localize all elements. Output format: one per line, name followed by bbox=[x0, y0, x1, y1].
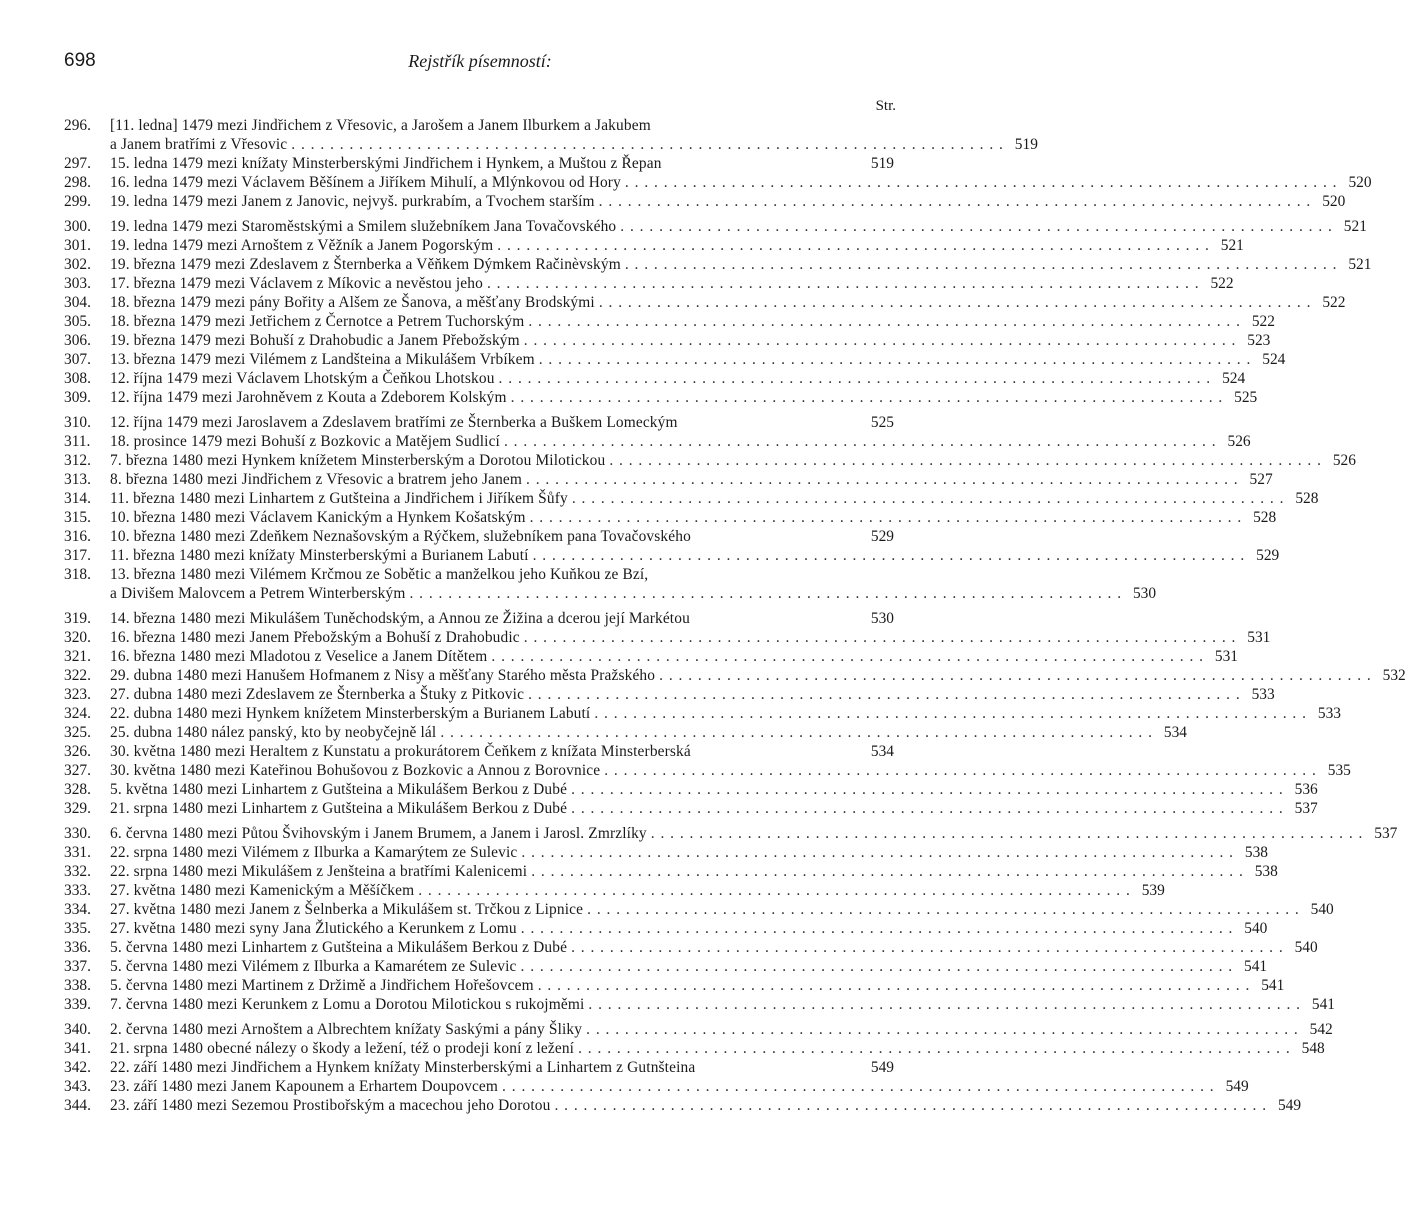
dot-leader bbox=[594, 704, 1307, 723]
entry-number: 304. bbox=[64, 294, 91, 311]
register-entry bbox=[64, 312, 1275, 331]
page-reference: 528 bbox=[1253, 509, 1277, 526]
entry-number: 296. bbox=[64, 117, 91, 134]
dot-leader bbox=[497, 236, 1210, 255]
register-entry bbox=[64, 1020, 1333, 1039]
dot-leader bbox=[578, 1039, 1291, 1058]
register-entry bbox=[64, 527, 894, 546]
entry-number: 326. bbox=[64, 743, 91, 760]
entry-text: 21. srpna 1480 mezi Linhartem z Gutšteina a Mikulášem Berkou z Dubé bbox=[110, 800, 568, 817]
register-entry bbox=[64, 666, 1406, 685]
entry-text: 17. března 1479 mezi Václavem z Míkovic a nevěstou jeho bbox=[110, 275, 483, 292]
page-reference: 534 bbox=[1163, 724, 1187, 741]
entry-line bbox=[64, 489, 1319, 508]
entry-number: 315. bbox=[64, 509, 91, 526]
register-entry bbox=[64, 761, 1351, 780]
dot-leader bbox=[571, 780, 1284, 799]
register-entry bbox=[64, 976, 1285, 995]
entry-line bbox=[64, 609, 894, 628]
entry-text: 5. června 1480 mezi Linhartem z Gutšteina a Mikulášem Berkou z Dubé bbox=[110, 939, 568, 956]
register-entry bbox=[64, 154, 894, 173]
entry-text: 12. října 1479 mezi Jarohněvem z Kouta a Zdeborem Kolským bbox=[110, 389, 507, 406]
register-entry bbox=[64, 723, 1187, 742]
entry-line bbox=[64, 135, 1038, 154]
register-entry bbox=[64, 274, 1234, 293]
dot-leader bbox=[588, 995, 1301, 1014]
entry-text: 30. května 1480 mezi Kateřinou Bohušovou z Bozkovic a Annou z Borovnice bbox=[110, 762, 601, 779]
page-reference: 520 bbox=[1348, 174, 1372, 191]
entry-text: 27. května 1480 mezi Kamenickým a Měšíčkem bbox=[110, 882, 415, 899]
register-entry bbox=[64, 1077, 1249, 1096]
entry-text: 19. března 1479 mezi Zdeslavem z Šternberka a Věňkem Dýmkem Račinèvským bbox=[110, 256, 621, 273]
entry-text: 18. prosince 1479 mezi Bohuší z Bozkovic a Matějem Sudlicí bbox=[110, 433, 500, 450]
page-reference: 540 bbox=[1294, 939, 1318, 956]
running-title: Rejstřík písemností: bbox=[408, 51, 552, 71]
register-entry bbox=[64, 938, 1318, 957]
register-entry bbox=[64, 470, 1273, 489]
entry-number: 342. bbox=[64, 1059, 91, 1076]
entry-text: 5. května 1480 mezi Linhartem z Gutšteina a Mikulášem Berkou z Dubé bbox=[110, 781, 568, 798]
dot-leader bbox=[587, 900, 1300, 919]
entry-number: 310. bbox=[64, 414, 91, 431]
entry-line bbox=[64, 546, 1280, 565]
page-reference: 538 bbox=[1244, 844, 1268, 861]
dot-leader bbox=[521, 843, 1234, 862]
entry-number: 324. bbox=[64, 705, 91, 722]
entry-number: 297. bbox=[64, 155, 91, 172]
page-reference: 521 bbox=[1348, 256, 1372, 273]
page-reference: 529 bbox=[870, 528, 894, 545]
entry-number: 323. bbox=[64, 686, 91, 703]
entry-number: 307. bbox=[64, 351, 91, 368]
entry-text: 16. března 1480 mezi Janem Přebožským a Bohuší z Drahobudic bbox=[110, 629, 520, 646]
dot-leader bbox=[502, 1077, 1215, 1096]
entry-line bbox=[64, 312, 1275, 331]
register-entry bbox=[64, 413, 894, 432]
entry-text: 15. ledna 1479 mezi knížaty Minsterberskými Jindřichem i Hynkem, a Muštou z Řepan bbox=[110, 155, 662, 172]
entry-line bbox=[64, 470, 1273, 489]
entry-line bbox=[64, 1020, 1333, 1039]
entry-line bbox=[64, 742, 894, 761]
entry-line bbox=[64, 900, 1334, 919]
entry-line bbox=[64, 1077, 1249, 1096]
dot-leader bbox=[651, 824, 1364, 843]
dot-leader bbox=[625, 255, 1338, 274]
entry-text: 21. srpna 1480 obecné nálezy o škody a ležení, též o prodeji koní z ležení bbox=[110, 1040, 575, 1057]
register-entry bbox=[64, 1058, 894, 1077]
dot-leader bbox=[539, 350, 1252, 369]
page-reference: 522 bbox=[1322, 294, 1346, 311]
register-entry bbox=[64, 508, 1277, 527]
register-entry bbox=[64, 451, 1356, 470]
entry-number: 299. bbox=[64, 193, 91, 210]
entry-text: 14. března 1480 mezi Mikulášem Tuněchodským, a Annou ze Žižina a dcerou její Markétou bbox=[110, 610, 690, 627]
entry-number: 309. bbox=[64, 389, 91, 406]
entry-line bbox=[64, 369, 1246, 388]
register-entry bbox=[64, 957, 1268, 976]
page-reference: 523 bbox=[1247, 332, 1271, 349]
entry-text: 19. března 1479 mezi Bohuší z Drahobudic a Janem Přebožským bbox=[110, 332, 520, 349]
dot-leader bbox=[528, 312, 1241, 331]
dot-leader bbox=[521, 919, 1234, 938]
entry-number: 321. bbox=[64, 648, 91, 665]
entry-line bbox=[64, 780, 1318, 799]
entry-number: 319. bbox=[64, 610, 91, 627]
register-entry bbox=[64, 388, 1258, 407]
entry-number: 311. bbox=[64, 433, 91, 450]
page-reference: 526 bbox=[1332, 452, 1356, 469]
dot-leader bbox=[554, 1096, 1267, 1115]
entry-line bbox=[64, 331, 1271, 350]
page-reference: 538 bbox=[1254, 863, 1278, 880]
entry-text: 11. března 1480 mezi Linhartem z Gutšteina a Jindřichem i Jiříkem Šůfy bbox=[110, 490, 568, 507]
dot-leader bbox=[538, 976, 1251, 995]
entry-text: 16. března 1480 mezi Mladotou z Veselice a Janem Dítětem bbox=[110, 648, 488, 665]
dot-leader bbox=[418, 881, 1131, 900]
entry-number: 337. bbox=[64, 958, 91, 975]
entry-text: 5. června 1480 mezi Vilémem z Ilburka a Kamarétem ze Sulevic bbox=[110, 958, 517, 975]
dot-leader bbox=[599, 192, 1312, 211]
page-reference: 534 bbox=[870, 743, 894, 760]
entry-number: 298. bbox=[64, 174, 91, 191]
entry-line bbox=[64, 647, 1238, 666]
page-reference: 533 bbox=[1317, 705, 1341, 722]
entry-text: 22. září 1480 mezi Jindřichem a Hynkem knížaty Minsterberskými a Linhartem z Gutnšteina bbox=[110, 1059, 696, 1076]
entry-number: 339. bbox=[64, 996, 91, 1013]
register-entry bbox=[64, 799, 1318, 818]
dot-leader bbox=[409, 584, 1122, 603]
page-number: 698 bbox=[64, 50, 96, 71]
register-entry bbox=[64, 609, 894, 628]
entry-line bbox=[64, 919, 1268, 938]
page-reference: 535 bbox=[1327, 762, 1351, 779]
page-reference: 549 bbox=[1225, 1078, 1249, 1095]
page-reference: 549 bbox=[870, 1059, 894, 1076]
entry-line bbox=[64, 388, 1258, 407]
register-entries bbox=[64, 116, 1406, 1115]
dot-leader bbox=[524, 628, 1237, 647]
register-entry bbox=[64, 255, 1372, 274]
page-reference: 530 bbox=[870, 610, 894, 627]
entry-number: 331. bbox=[64, 844, 91, 861]
register-entry bbox=[64, 881, 1165, 900]
register-entry bbox=[64, 489, 1319, 508]
entry-text: 23. září 1480 mezi Janem Kapounem a Erhartem Doupovcem bbox=[110, 1078, 499, 1095]
dot-leader bbox=[572, 489, 1285, 508]
page-reference: 526 bbox=[1227, 433, 1251, 450]
register-entry bbox=[64, 432, 1251, 451]
page-reference: 533 bbox=[1251, 686, 1275, 703]
entry-line bbox=[64, 274, 1234, 293]
entry-line bbox=[64, 451, 1356, 470]
dot-leader bbox=[599, 293, 1312, 312]
entry-number: 316. bbox=[64, 528, 91, 545]
entry-line bbox=[64, 192, 1346, 211]
entry-text: 18. března 1479 mezi Jetřichem z Černotce a Petrem Tuchorským bbox=[110, 313, 525, 330]
dot-leader bbox=[620, 217, 1333, 236]
entry-line bbox=[64, 843, 1268, 862]
entry-line bbox=[64, 938, 1318, 957]
entry-text: 27. května 1480 mezi syny Jana Žlutického a Kerunkem z Lomu bbox=[110, 920, 517, 937]
entry-number: 333. bbox=[64, 882, 91, 899]
page-reference: 541 bbox=[1311, 996, 1335, 1013]
dot-leader bbox=[571, 938, 1284, 957]
entry-number: 344. bbox=[64, 1097, 91, 1114]
entry-text: 19. ledna 1479 mezi Arnoštem z Věžník a Janem Pogorským bbox=[110, 237, 494, 254]
entry-number: 313. bbox=[64, 471, 91, 488]
entry-text: 5. června 1480 mezi Martinem z Držimě a Jindřichem Hořešovcem bbox=[110, 977, 534, 994]
entry-line bbox=[64, 723, 1187, 742]
dot-leader bbox=[625, 173, 1338, 192]
dot-leader bbox=[521, 957, 1234, 976]
dot-leader bbox=[528, 685, 1241, 704]
entry-number: 328. bbox=[64, 781, 91, 798]
register-entry bbox=[64, 995, 1335, 1014]
entry-text: 13. března 1479 mezi Vilémem z Landšteina a Mikulášem Vrbíkem bbox=[110, 351, 535, 368]
page-reference: 525 bbox=[1234, 389, 1258, 406]
entry-text: 19. ledna 1479 mezi Janem z Janovic, nejvyš. purkrabím, a Tvochem starším bbox=[110, 193, 595, 210]
register-entry bbox=[64, 780, 1318, 799]
register-entry bbox=[64, 824, 1398, 843]
entry-text: 2. června 1480 mezi Arnoštem a Albrechtem knížaty Saskými a pány Šliky bbox=[110, 1021, 583, 1038]
entry-text: 22. srpna 1480 mezi Vilémem z Ilburka a Kamarýtem ze Sulevic bbox=[110, 844, 518, 861]
entry-text: 12. října 1479 mezi Jaroslavem a Zdeslavem bratřími ze Šternberka a Buškem Lomeckým bbox=[110, 414, 678, 431]
page-reference: 528 bbox=[1295, 490, 1319, 507]
entry-line bbox=[64, 1039, 1325, 1058]
dot-leader bbox=[291, 135, 1004, 154]
entry-text: [11. ledna] 1479 mezi Jindřichem z Vřesovic, a Jarošem a Janem Ilburkem a Jakubem bbox=[110, 117, 651, 134]
entry-text: a Janem bratřími z Vřesovic bbox=[110, 136, 288, 153]
dot-leader bbox=[524, 331, 1237, 350]
page-reference: 525 bbox=[870, 414, 894, 431]
entry-number: 300. bbox=[64, 218, 91, 235]
register-entry bbox=[64, 1096, 1302, 1115]
entry-text: a Divišem Malovcem a Petrem Winterberským bbox=[110, 585, 406, 602]
page-reference: 541 bbox=[1244, 958, 1268, 975]
entry-number: 317. bbox=[64, 547, 91, 564]
page-reference: 522 bbox=[1210, 275, 1234, 292]
dot-leader bbox=[504, 432, 1217, 451]
entry-number: 303. bbox=[64, 275, 91, 292]
entry-text: 10. března 1480 mezi Václavem Kanickým a Hynkem Košatským bbox=[110, 509, 526, 526]
page-reference: 549 bbox=[1277, 1097, 1302, 1114]
page-reference: 519 bbox=[1014, 136, 1038, 153]
register-entry bbox=[64, 546, 1280, 565]
dot-leader bbox=[491, 647, 1204, 666]
entry-line bbox=[64, 217, 1367, 236]
page-reference: 542 bbox=[1309, 1021, 1333, 1038]
register-entry bbox=[64, 331, 1271, 350]
entry-line bbox=[64, 154, 894, 173]
dot-leader bbox=[511, 388, 1224, 407]
entry-number: 325. bbox=[64, 724, 91, 741]
page-reference: 530 bbox=[1132, 585, 1157, 602]
dot-leader bbox=[533, 546, 1246, 565]
entry-text: 13. března 1480 mezi Vilémem Krčmou ze Sobětic a manželkou jeho Kuňkou ze Bzí, bbox=[110, 566, 649, 583]
entry-text: 25. dubna 1480 nález panský, kto by neobyčejně lál bbox=[110, 724, 437, 741]
register-entry bbox=[64, 1039, 1325, 1058]
register-entry bbox=[64, 628, 1271, 647]
page-reference: 531 bbox=[1214, 648, 1238, 665]
entry-text: 16. ledna 1479 mezi Václavem Běšínem a Jiříkem Mihulí, a Mlýnkovou od Hory bbox=[110, 174, 621, 191]
entry-line bbox=[64, 173, 1372, 192]
entry-line bbox=[64, 862, 1278, 881]
entry-text: 18. března 1479 mezi pány Bořity a Alšem ze Šanova, a měšťany Brodskými bbox=[110, 294, 595, 311]
entry-line bbox=[64, 824, 1398, 843]
entry-number: 334. bbox=[64, 901, 91, 918]
entry-line bbox=[64, 432, 1251, 451]
dot-leader bbox=[440, 723, 1153, 742]
page-reference: 540 bbox=[1310, 901, 1334, 918]
entry-line bbox=[64, 761, 1351, 780]
entry-line bbox=[64, 116, 894, 135]
register-entry bbox=[64, 843, 1268, 862]
dot-leader bbox=[586, 1020, 1299, 1039]
page-reference: 548 bbox=[1301, 1040, 1325, 1057]
entry-number: 308. bbox=[64, 370, 91, 387]
entry-line bbox=[64, 508, 1277, 527]
entry-line bbox=[64, 293, 1346, 312]
register-entry bbox=[64, 742, 894, 761]
entry-line bbox=[64, 976, 1285, 995]
entry-line bbox=[64, 1058, 894, 1077]
entry-number: 320. bbox=[64, 629, 91, 646]
page-reference: 524 bbox=[1262, 351, 1286, 368]
register-entry bbox=[64, 862, 1278, 881]
entry-number: 318. bbox=[64, 566, 91, 583]
dot-leader bbox=[659, 666, 1372, 685]
entry-line bbox=[64, 881, 1165, 900]
register-entry bbox=[64, 685, 1275, 704]
entry-line bbox=[64, 1096, 1302, 1115]
dot-leader bbox=[604, 761, 1317, 780]
entry-number: 302. bbox=[64, 256, 91, 273]
entry-text: 8. března 1480 mezi Jindřichem z Vřesovic a bratrem jeho Janem bbox=[110, 471, 523, 488]
entry-line bbox=[64, 255, 1372, 274]
dot-leader bbox=[526, 470, 1239, 489]
dot-leader bbox=[487, 274, 1200, 293]
register-entry bbox=[64, 704, 1341, 723]
entry-number: 322. bbox=[64, 667, 91, 684]
entry-number: 327. bbox=[64, 762, 91, 779]
register-entry bbox=[64, 192, 1346, 211]
page-reference: 539 bbox=[1141, 882, 1165, 899]
entry-text: 11. března 1480 mezi knížaty Minsterberskými a Burianem Labutí bbox=[110, 547, 529, 564]
entry-line bbox=[64, 413, 894, 432]
register-entry bbox=[64, 217, 1367, 236]
register-entry bbox=[64, 900, 1334, 919]
entry-text: 10. března 1480 mezi Zdeňkem Neznašovským a Rýčkem, služebníkem pana Tovačovského bbox=[110, 528, 691, 545]
entry-number: 343. bbox=[64, 1078, 91, 1095]
page-reference: 532 bbox=[1382, 667, 1406, 684]
register-entry bbox=[64, 919, 1268, 938]
register-entry bbox=[64, 565, 1157, 603]
page-reference: 529 bbox=[1256, 547, 1280, 564]
page-reference: 521 bbox=[1220, 237, 1244, 254]
entry-text: 30. května 1480 mezi Heraltem z Kunstatu a prokurátorem Čeňkem z knížata Minsterberská bbox=[110, 743, 691, 760]
entry-line bbox=[64, 527, 894, 546]
register-entry bbox=[64, 293, 1346, 312]
dot-leader bbox=[609, 451, 1322, 470]
entry-text: 7. června 1480 mezi Kerunkem z Lomu a Dorotou Milotickou s rukojměmi bbox=[110, 996, 585, 1013]
entry-text: 22. dubna 1480 mezi Hynkem knížetem Minsterberským a Burianem Labutí bbox=[110, 705, 591, 722]
entry-number: 340. bbox=[64, 1021, 91, 1038]
entry-line bbox=[64, 704, 1341, 723]
entry-line bbox=[64, 957, 1268, 976]
entry-number: 305. bbox=[64, 313, 91, 330]
entry-line bbox=[64, 685, 1275, 704]
entry-number: 330. bbox=[64, 825, 91, 842]
register-entry bbox=[64, 236, 1244, 255]
page-column-label: Str. bbox=[875, 98, 896, 114]
entry-line bbox=[64, 995, 1335, 1014]
entry-line bbox=[64, 584, 1157, 603]
entry-line bbox=[64, 799, 1318, 818]
page-reference: 531 bbox=[1247, 629, 1271, 646]
entry-line bbox=[64, 565, 894, 584]
entry-line bbox=[64, 628, 1271, 647]
entry-number: 314. bbox=[64, 490, 91, 507]
entry-text: 19. ledna 1479 mezi Staroměstskými a Smilem služebníkem Jana Tovačovského bbox=[110, 218, 617, 235]
entry-text: 7. března 1480 mezi Hynkem knížetem Minsterberským a Dorotou Milotickou bbox=[110, 452, 606, 469]
entry-line bbox=[64, 236, 1244, 255]
page-reference: 537 bbox=[1294, 800, 1318, 817]
entry-number: 338. bbox=[64, 977, 91, 994]
entry-number: 312. bbox=[64, 452, 91, 469]
register-entry bbox=[64, 173, 1372, 192]
entry-number: 332. bbox=[64, 863, 91, 880]
page-reference: 527 bbox=[1249, 471, 1273, 488]
register-entry bbox=[64, 369, 1246, 388]
register-entry bbox=[64, 647, 1238, 666]
entry-line bbox=[64, 666, 1406, 685]
entry-number: 306. bbox=[64, 332, 91, 349]
page-reference: 522 bbox=[1251, 313, 1275, 330]
entry-text: 29. dubna 1480 mezi Hanušem Hofmanem z Nisy a měšťany Starého města Pražského bbox=[110, 667, 656, 684]
register-entry bbox=[64, 350, 1286, 369]
entry-number: 335. bbox=[64, 920, 91, 937]
entry-number: 301. bbox=[64, 237, 91, 254]
page-reference: 541 bbox=[1261, 977, 1285, 994]
page-reference: 520 bbox=[1322, 193, 1346, 210]
page-reference: 537 bbox=[1374, 825, 1398, 842]
entry-text: 22. srpna 1480 mezi Mikulášem z Jenšteina a bratřími Kalenicemi bbox=[110, 863, 528, 880]
dot-leader bbox=[571, 799, 1284, 818]
entry-line bbox=[64, 350, 1286, 369]
dot-leader bbox=[531, 862, 1244, 881]
entry-number: 341. bbox=[64, 1040, 91, 1057]
entry-text: 27. dubna 1480 mezi Zdeslavem ze Šternberka a Štuky z Pitkovic bbox=[110, 686, 525, 703]
entry-text: 27. května 1480 mezi Janem z Šelnberka a Mikulášem st. Trčkou z Lipnice bbox=[110, 901, 584, 918]
page-reference: 536 bbox=[1294, 781, 1318, 798]
entry-text: 12. října 1479 mezi Václavem Lhotským a Čeňkou Lhotskou bbox=[110, 370, 495, 387]
register-entry bbox=[64, 116, 1038, 154]
dot-leader bbox=[499, 369, 1212, 388]
page-reference: 540 bbox=[1244, 920, 1268, 937]
entry-number: 336. bbox=[64, 939, 91, 956]
entry-text: 6. června 1480 mezi Půtou Švihovským i Janem Brumem, a Janem i Jarosl. Zmrzlíky bbox=[110, 825, 647, 842]
page-reference: 521 bbox=[1343, 218, 1367, 235]
entry-text: 23. září 1480 mezi Sezemou Prostibořským a macechou jeho Dorotou bbox=[110, 1097, 551, 1114]
page-reference: 519 bbox=[870, 155, 894, 172]
page-reference: 524 bbox=[1222, 370, 1246, 387]
entry-number: 329. bbox=[64, 800, 91, 817]
dot-leader bbox=[530, 508, 1243, 527]
